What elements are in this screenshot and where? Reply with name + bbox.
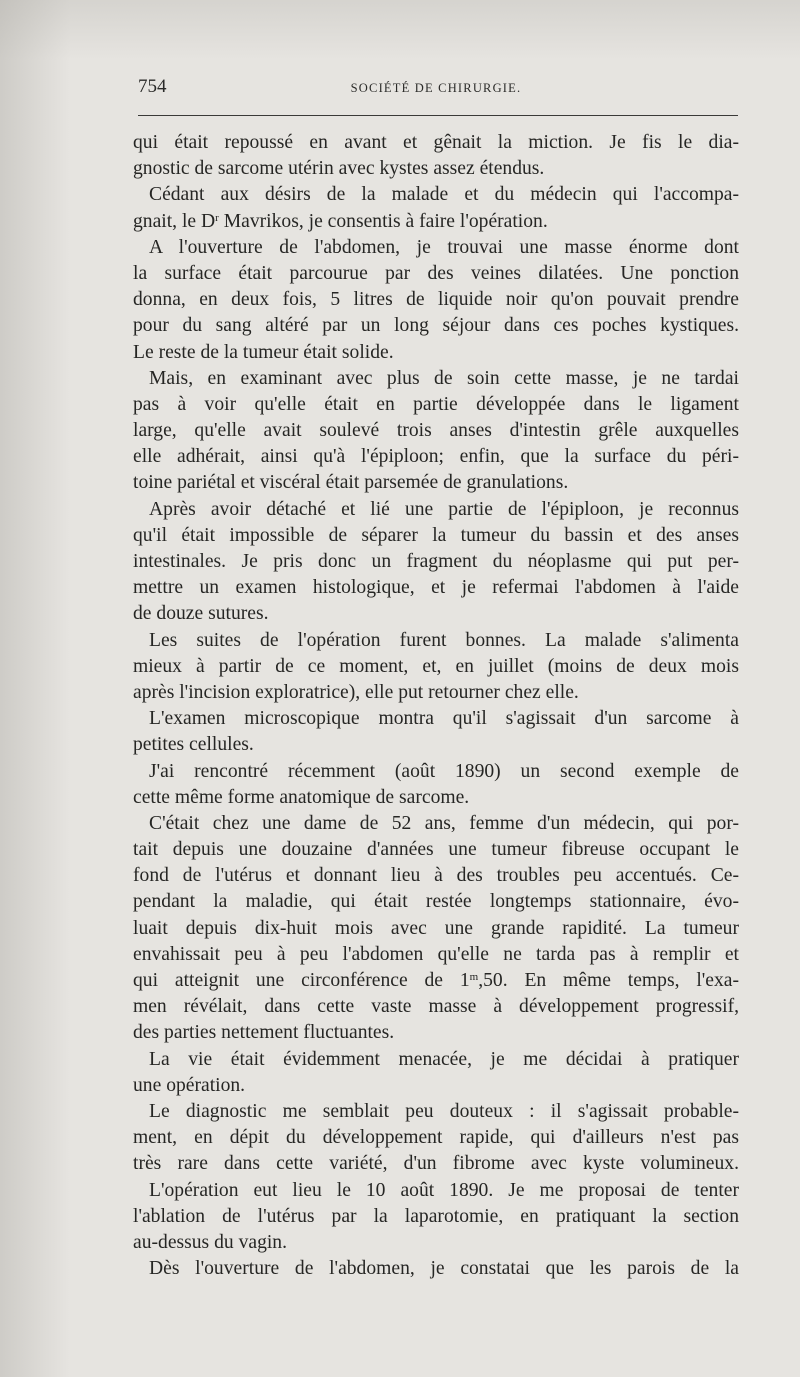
text-line: men révélait, dans cette vaste masse à développement progressif, <box>133 996 739 1018</box>
text-line: tait depuis une douzaine d'années une tumeur fibreuse occupant le <box>133 839 739 861</box>
superscript: m <box>469 971 479 983</box>
text-line <box>133 209 739 235</box>
text-line: Le reste de la tumeur était solide. <box>133 341 394 363</box>
text-line: L'examen microscopique montra qu'il s'agissait d'un sarcome à <box>149 708 739 730</box>
text-line: intestinales. Je pris donc un fragment du néoplasme qui put per- <box>133 551 739 572</box>
text-line: une opération. <box>133 1074 246 1096</box>
text-line: cette même forme anatomique de sarcome. <box>133 786 470 808</box>
text-line: J'ai rencontré récemment (août 1890) un second exemple de <box>149 760 739 782</box>
text-line: elle adhérait, ainsi qu'à l'épiploon; enfin, que la surface du péri- <box>133 446 739 468</box>
text-line: Mais, en examinant avec plus de soin cette masse, je ne tardai <box>149 367 739 389</box>
text-line: donna, en deux fois, 5 litres de liquide noir qu'on pouvait prendre <box>133 289 739 311</box>
header-rule <box>138 115 738 116</box>
text-line: au-dessus du vagin. <box>133 1231 288 1253</box>
body-text <box>133 130 739 1282</box>
text-line: la surface était parcourue par des veines dilatées. Une ponction <box>133 262 739 284</box>
text-line: La vie était évidemment menacée, je me décidai à pratiquer <box>149 1048 739 1070</box>
text-line: petites cellules. <box>133 734 254 756</box>
text-line: Après avoir détaché et lié une partie de l'épiploon, je reconnus <box>149 498 739 520</box>
text-line: A l'ouverture de l'abdomen, je trouvai une masse énorme dont <box>149 236 739 258</box>
text-line: large, qu'elle avait soulevé trois anses d'intestin grêle auxquelles <box>133 420 739 442</box>
text-line: fond de l'utérus et donnant lieu à des troubles peu accentués. Ce- <box>133 865 739 887</box>
text-line: après l'incision exploratrice), elle put retourner chez elle. <box>133 681 579 703</box>
text-line: gnostic de sarcome utérin avec kystes assez étendus. <box>133 158 545 180</box>
text-line: qui était repoussé en avant et gênait la miction. Je fis le dia- <box>133 132 739 153</box>
text-fragment: ,50. En même temps, l'exa- <box>478 970 740 991</box>
text-fragment: gnait, le D <box>133 210 216 232</box>
text-line: pas à voir qu'elle était en partie développée dans le ligament <box>133 393 739 415</box>
superscript: r <box>215 211 219 224</box>
text-line: toine pariétal et viscéral était parsemée de granulations. <box>133 472 569 494</box>
text-line: C'était chez une dame de 52 ans, femme d'un médecin, qui por- <box>149 812 739 834</box>
text-line: mettre un examen histologique, et je refermai l'abdomen à l'aide <box>133 577 739 599</box>
text-line: pour du sang altéré par un long séjour dans ces poches kystiques. <box>133 315 739 337</box>
text-fragment: qui atteignit une circonférence de 1 <box>133 970 470 991</box>
text-line: mieux à partir de ce moment, et, en juillet (moins de deux mois <box>133 655 739 677</box>
text-fragment: Mavrikos, je consentis à faire l'opération. <box>218 210 548 232</box>
text-line: L'opération eut lieu le 10 août 1890. Je me proposai de tenter <box>149 1179 739 1201</box>
text-line: envahissait peu à peu l'abdomen qu'elle ne tarda pas à remplir et <box>133 943 739 965</box>
text-line: Les suites de l'opération furent bonnes. La malade s'alimenta <box>149 629 739 651</box>
page-number: 754 <box>138 76 167 97</box>
text-line: luait depuis dix-huit mois avec une grande rapidité. La tumeur <box>133 917 739 939</box>
text-line: très rare dans cette variété, d'un fibrome avec kyste volumineux. <box>133 1153 739 1175</box>
text-line: Le diagnostic me semblait peu douteux : il s'agissait probable- <box>149 1100 739 1122</box>
text-line: l'ablation de l'utérus par la laparotomie, en pratiquant la section <box>133 1205 739 1227</box>
text-line: qu'il était impossible de séparer la tumeur du bassin et des anses <box>133 524 739 546</box>
text-line <box>133 968 739 994</box>
text-line: Cédant aux désirs de la malade et du médecin qui l'accompa- <box>149 184 739 206</box>
page-header <box>134 74 738 100</box>
text-line: pendant la maladie, qui était restée longtemps stationnaire, évo- <box>133 891 739 913</box>
text-line: ment, en dépit du développement rapide, qui d'ailleurs n'est pas <box>133 1127 739 1149</box>
text-line: des parties nettement fluctuantes. <box>133 1022 395 1044</box>
text-line: Dès l'ouverture de l'abdomen, je constatai que les parois de la <box>149 1258 739 1280</box>
running-head: SOCIÉTÉ DE CHIRURGIE. <box>350 81 522 95</box>
text-line: de douze sutures. <box>133 603 269 625</box>
